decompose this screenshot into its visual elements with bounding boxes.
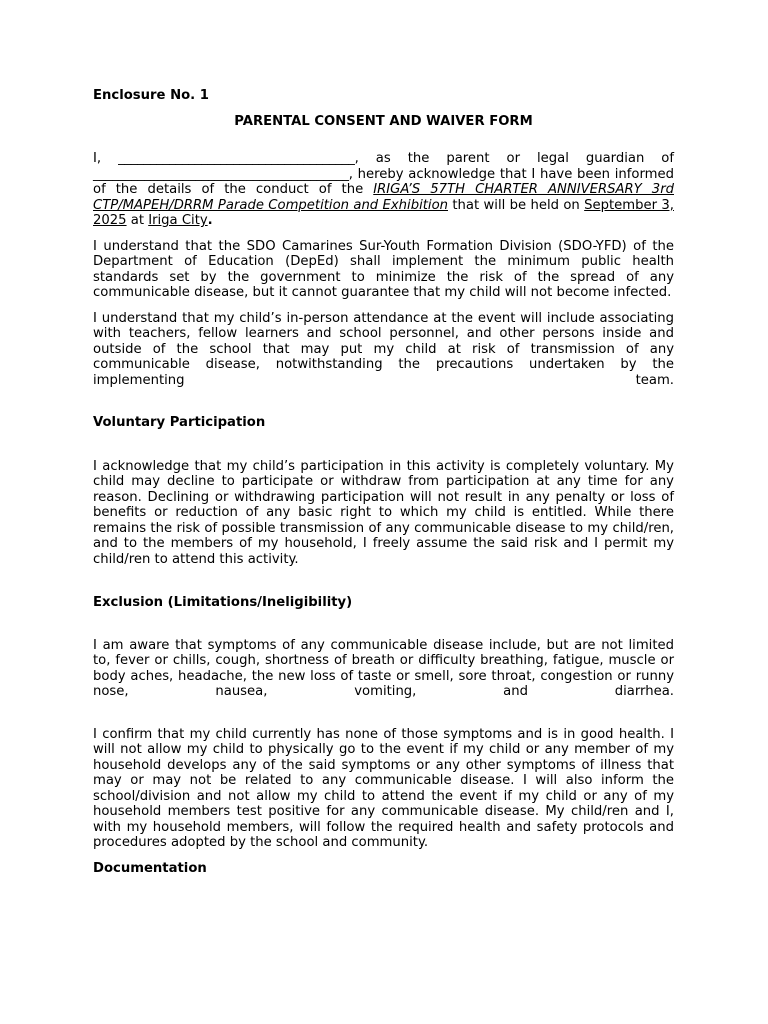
intro-mid-3: that will be held on [448,197,585,213]
voluntary-participation-heading: Voluntary Participation [93,415,266,430]
form-title: PARENTAL CONSENT AND WAIVER FORM [234,113,533,129]
documentation-heading: Documentation [93,860,207,876]
confirmation-paragraph: I confirm that my child currently has none of those symptoms and is in good health. I will not allow my child to physically go to the event if my child or any member of my household develops any of the said symptoms or any other symptoms of illness that may or may not be related to any communicable disease. I will also inform the school/division and not allow my child to attend the event if my child or any of my household members test positive for any communicable disease. My child/ren and I, with my household members, will follow the required health and safety protocols and procedures adopted by the school and community. [93,726,674,850]
event-date: September 3, 2025 [93,197,674,228]
voluntary-participation-paragraph: I acknowledge that my child’s participation in this activity is completely voluntary. My child may decline to participate or withdraw from participation at any time for any reason. Declining or withdrawing participation will not result in any penalty or loss of benefits or reduction of any basic right to which my child is entitled. While there remains the risk of possible transmission of any communicable disease to my child/ren, and to the members of my household, I freely assume the said risk and I permit my child/ren to attend this activity. [93,458,674,567]
enclosure-label: Enclosure No. 1 [93,88,209,103]
attendance-risk-paragraph: I understand that my child’s in-person attendance at the event will include associating with teachers, fellow learners and school personnel, and other persons inside and outside of the school that may put my child at risk of transmission of any communicable disease, notwithstanding the precautions undertaken by the implementing team. [93,310,674,388]
event-name: IRIGA’S 57TH CHARTER ANNIVERSARY 3rd CTP/MAPEH/DRRM Parade Competition and Exhibition [93,182,674,213]
intro-end: . [207,213,213,228]
intro-mid-1: , as the parent or legal guardian of [354,151,674,166]
intro-paragraph [93,151,674,229]
intro-mid-2: , hereby acknowledge that I have been informed of the details of the conduct of the [93,166,674,197]
document-content [93,88,674,876]
child-name-blank: ________________________________________ [93,166,349,182]
intro-mid-4: at [126,213,149,228]
exclusion-heading: Exclusion (Limitations/Ineligibility) [93,595,353,610]
health-standards-paragraph: I understand that the SDO Camarines Sur-Youth Formation Division (SDO-YFD) of the Department of Education (DepEd) shall implement the minimum public health standards set by the government to minimize the risk of the spread of any communicable disease, but it cannot guarantee that my child will not become infected. [93,238,674,300]
event-venue: Iriga City [148,213,208,228]
guardian-name-blank: _____________________________________ [118,151,355,166]
intro-pre: I, [93,151,119,166]
symptoms-paragraph: I am aware that symptoms of any communicable disease include, but are not limited to, fever or chills, cough, shortness of breath or difficulty breathing, fatigue, muscle or body aches, headache, the new loss of taste or smell, sore throat, congestion or runny nose, nausea, vomiting, and diarrhea. [93,637,674,699]
